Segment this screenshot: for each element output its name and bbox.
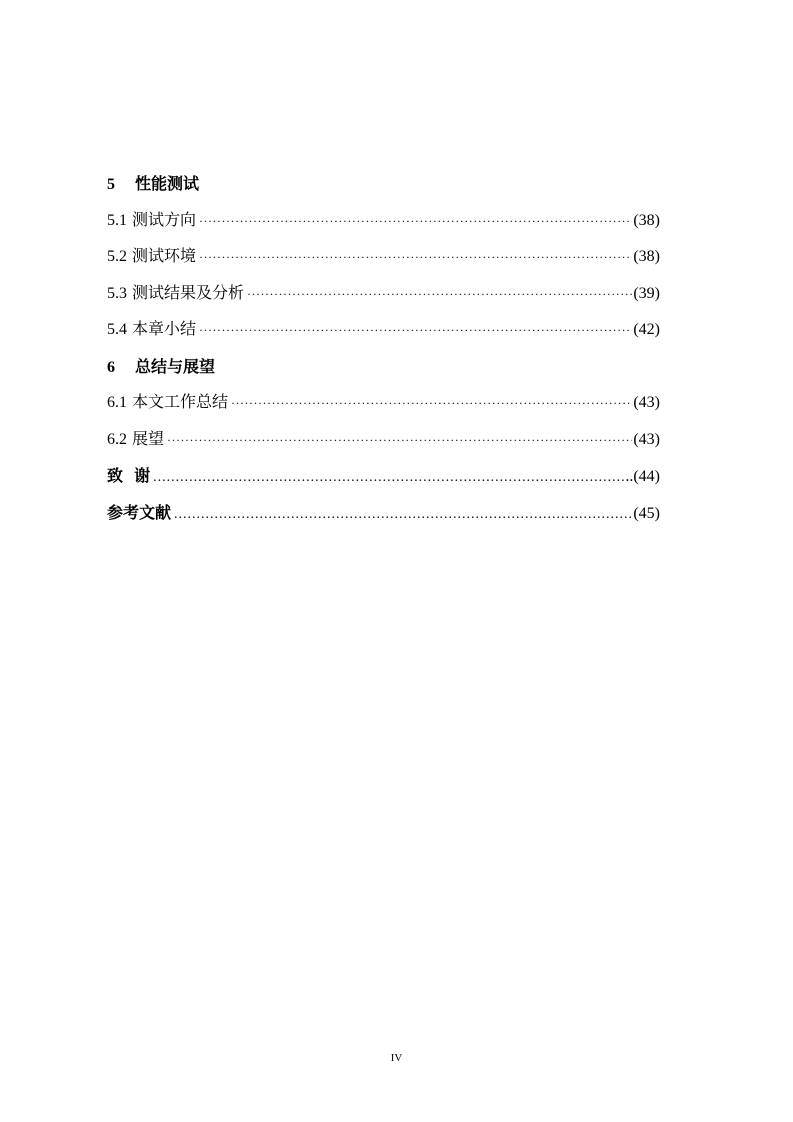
section-title: 测试方向 (132, 211, 197, 229)
dot-leader (199, 312, 632, 349)
toc-entry-acknowledgements[interactable] (107, 458, 660, 495)
page-reference: (39) (633, 284, 660, 302)
table-of-contents (107, 166, 660, 531)
toc-chapter-5[interactable] (107, 166, 660, 203)
acknowledgements-title: 致 谢 (107, 466, 151, 485)
section-title: 测试环境 (132, 248, 197, 265)
dot-leader (153, 460, 624, 495)
section-title: 本文工作总结 (132, 394, 229, 411)
chapter-title: 性能测试 (135, 174, 200, 193)
toc-entry-5-3[interactable] (107, 276, 660, 313)
toc-entry-5-2[interactable] (107, 239, 660, 276)
dot-leader (231, 385, 632, 422)
section-number: 5.3 (107, 284, 127, 302)
section-number: 5.4 (107, 321, 127, 338)
dot-leader (167, 422, 632, 459)
dot-leader (174, 497, 632, 532)
section-number: 5.1 (107, 211, 127, 229)
section-title: 测试结果及分析 (132, 284, 245, 302)
dot-leader (199, 203, 632, 240)
page-reference: (45) (633, 504, 660, 522)
page-reference: (43) (633, 394, 660, 411)
page-reference: ..(44) (625, 468, 660, 485)
toc-entry-5-1[interactable] (107, 203, 660, 240)
page-reference: (42) (633, 321, 660, 338)
dot-leader (247, 276, 632, 313)
toc-chapter-6[interactable] (107, 349, 660, 386)
toc-entry-references[interactable] (107, 495, 660, 532)
page-reference: (38) (633, 248, 660, 265)
section-title: 本章小结 (132, 321, 197, 338)
page-number: IV (390, 1052, 403, 1064)
toc-entry-6-1[interactable] (107, 385, 660, 422)
toc-entry-5-4[interactable] (107, 312, 660, 349)
page-reference: (43) (633, 430, 660, 448)
page-reference: (38) (633, 211, 660, 229)
references-title: 参考文献 (107, 502, 172, 522)
chapter-title: 总结与展望 (135, 356, 216, 376)
toc-entry-6-2[interactable] (107, 422, 660, 459)
section-number: 6.1 (107, 394, 127, 411)
section-number: 6.2 (107, 430, 127, 448)
section-number: 5.2 (107, 248, 127, 265)
section-title: 展望 (132, 430, 165, 448)
chapter-number: 5 (107, 176, 115, 193)
dot-leader (199, 239, 632, 276)
chapter-number: 6 (107, 358, 115, 376)
